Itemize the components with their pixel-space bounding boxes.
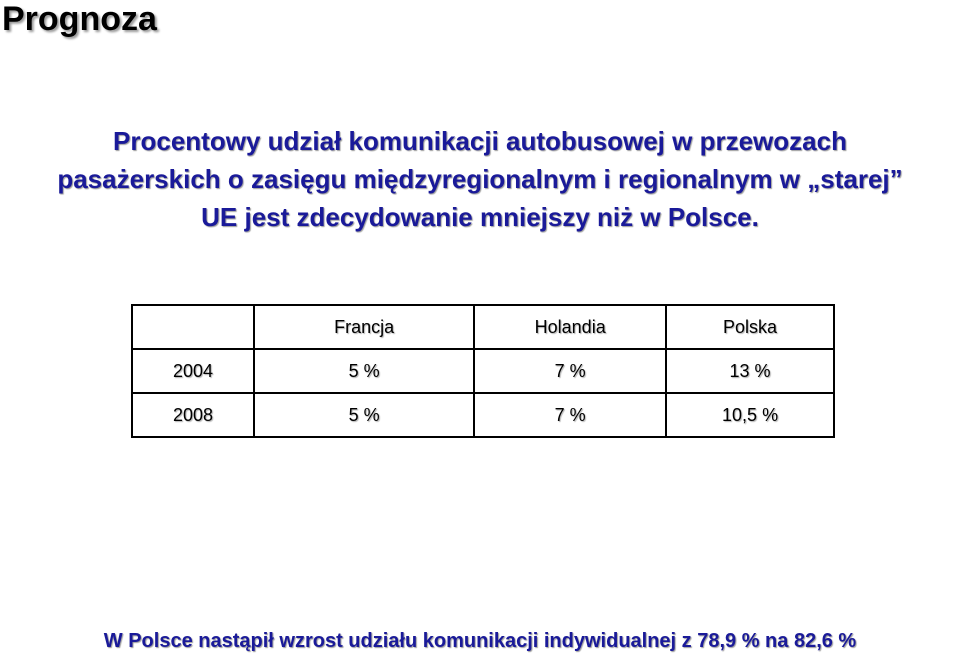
value-cell: 13 % [666,349,834,393]
table-row [132,393,834,437]
row-year-cell: 2008 [132,393,254,437]
lead-line-2: pasażerskich o zasięgu międzyregionalnym i regionalnym w „starej” [57,164,903,194]
footer-note: W Polsce nastąpił wzrost udziału komunikacji indywidualnej z 78,9 % na 82,6 % [103,630,857,652]
header-cell-polska: Polska [666,305,834,349]
bus-share-table [131,304,835,438]
value-cell: 5 % [254,393,474,437]
table-header-row [132,305,834,349]
lead-text [0,122,960,236]
table-row [132,349,834,393]
slide-title: Prognoza [2,0,157,38]
header-cell-empty [132,305,254,349]
value-cell: 7 % [474,349,666,393]
value-cell: 7 % [474,393,666,437]
header-cell-francja: Francja [254,305,474,349]
value-cell: 5 % [254,349,474,393]
header-cell-holandia: Holandia [474,305,666,349]
value-cell: 10,5 % [666,393,834,437]
lead-line-3: UE jest zdecydowanie mniejszy niż w Polsce. [201,202,759,232]
lead-line-1: Procentowy udział komunikacji autobusowej w przewozach [113,126,847,156]
row-year-cell: 2004 [132,349,254,393]
